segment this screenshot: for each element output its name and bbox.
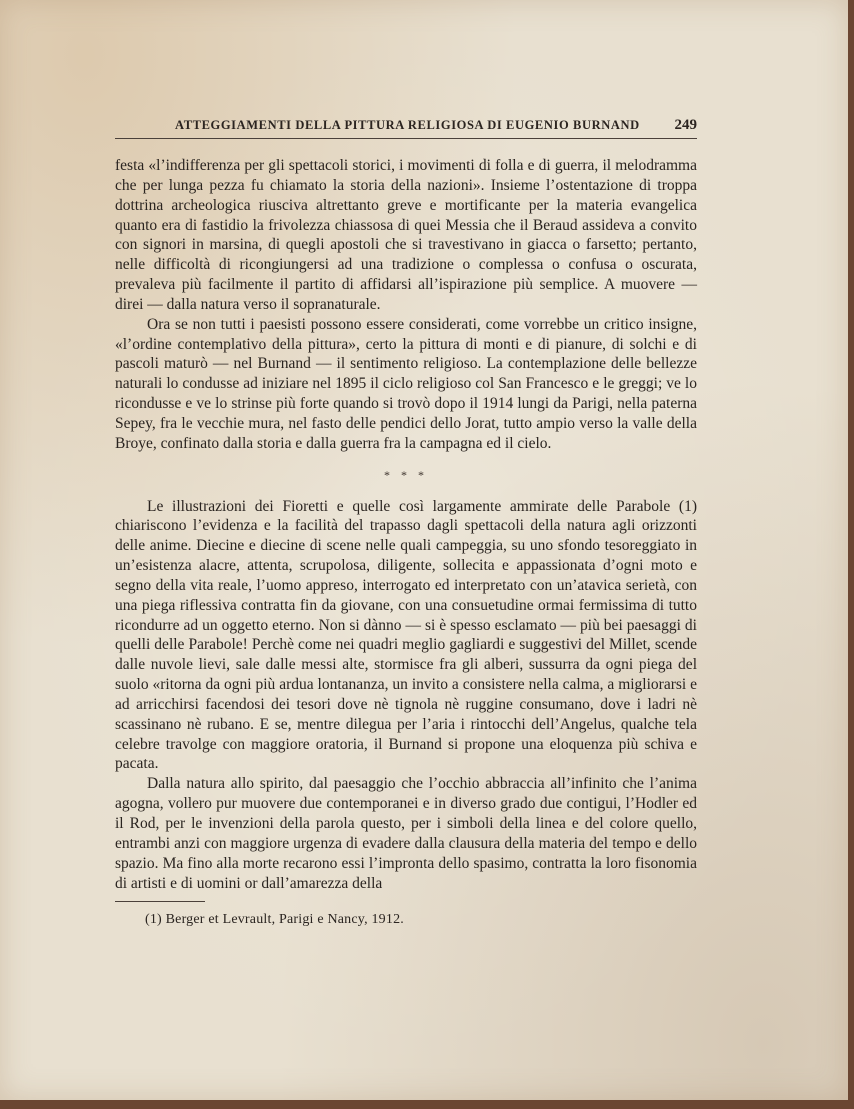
header-rule [115, 138, 697, 139]
paragraph-3: Le illustrazioni dei Fioretti e quelle così largamente ammirate delle Parabole (1) chiariscono l’evidenza e la facilità del trapasso dagli spettacoli della natura agli orizzonti delle anime. Diecine e diecine di scene nelle quali campeggia, su uno sfondo tesoreggiato in un’esistenza alacre, attenta, scrupolosa, diligente, sollecita e appassionata d’ogni moto e segno della vita reale, l’uomo appreso, interrogato ed interpretato con un’atavica serietà, con una piega riflessiva contratta fin da giovane, con una consuetudine ormai fermissima di tutto ricondurre ad un oggetto eterno. Non si dànno — si è spesso esclamato — più bei paesaggi di quelli delle Parabole! Perchè come nei quadri meglio gagliardi e suggestivi del Millet, scende dalle nuvole lievi, sale dalle messi alte, stormisce fra gli alberi, sussurra da ogni piega del suolo «ritorna da ogni più ardua lontananza, un invito a consistere nella calma, a migliorarsi e ad arricchirsi facendosi dei tesori dove nè tignola nè ruggine consumano, dove i ladri nè scassinano nè rubano. E se, mentre dilegua per l’aria i rintocchi dell’Angelus, qualche tela celebre travolge con maggiore oratoria, il Burnand si propone una eloquenza più schiva e pacata. [115, 497, 697, 773]
page-header [175, 117, 697, 134]
page-edge-right [848, 0, 854, 1109]
section-break: * * * [384, 467, 428, 482]
paragraph-1: festa «l’indifferenza per gli spettacoli storici, i movimenti di folla e di guerra, il melodramma che per lunga pezza fu chiamato la storia della nazioni». Insieme l’ostentazione di troppa dottrina archeologica riusciva altrettanto greve e mortificante per la materia evangelica quanto era di fastidio la frivolezza chiassosa di quei Messia che il Beraud assideva a convito con signori in marsina, di quegli apostoli che si travestivano in giacca o farsetto; pertanto, nelle difficoltà di ricongiungersi ad una tradizione o complessa o confusa o oscurata, prevaleva più facilmente il partito di affidarsi all’ispirazione più semplice. A muovere — direi — dalla natura verso il sopranaturale. [115, 157, 697, 313]
paragraph-4: Dalla natura allo spirito, dal paesaggio che l’occhio abbraccia all’infinito che l’anima agogna, vollero pur muovere due contemporanei e in diverso grado due contigui, l’Hodler ed il Rod, per le invenzioni della parola questo, per i simboli della linea e del colore quello, entrambi anzi con maggiore urgenza di evadere dalla clausura della materia del tempo e dello spazio. Ma fino alla morte recarono essi l’impronta dello spasimo, contratta la loro fisonomia di artisti e di uomini or dall’amarezza della [115, 775, 697, 892]
page-number: 249 [674, 117, 697, 133]
footnote: (1) Berger et Levrault, Parigi e Nancy, 1912. [145, 912, 404, 927]
body-text [115, 156, 697, 893]
paragraph-2: Ora se non tutti i paesisti possono essere considerati, come vorrebbe un critico insigne, «l’ordine contemplativo della pittura», certo la pittura di monti e di pianure, di solchi e di pascoli maturò — nel Burnand — il sentimento religioso. La contemplazione delle bellezze naturali lo condusse ad iniziare nel 1895 il ciclo religioso col San Francesco e le greggi; ve lo ricondusse e ve lo strinse più forte quando si trovò dopo il 1914 lungi da Parigi, nella paterna Sepey, fra le vecchie mura, nel fasto delle pendici dello Jorat, tutto ampio verso la valle della Broye, confinato dalla storia e dalla guerra fra la campagna ed il cielo. [115, 315, 697, 452]
running-head: ATTEGGIAMENTI DELLA PITTURA RELIGIOSA DI EUGENIO BURNAND [175, 118, 640, 132]
page-edge-bottom [0, 1100, 854, 1109]
footnote-rule [115, 901, 205, 902]
